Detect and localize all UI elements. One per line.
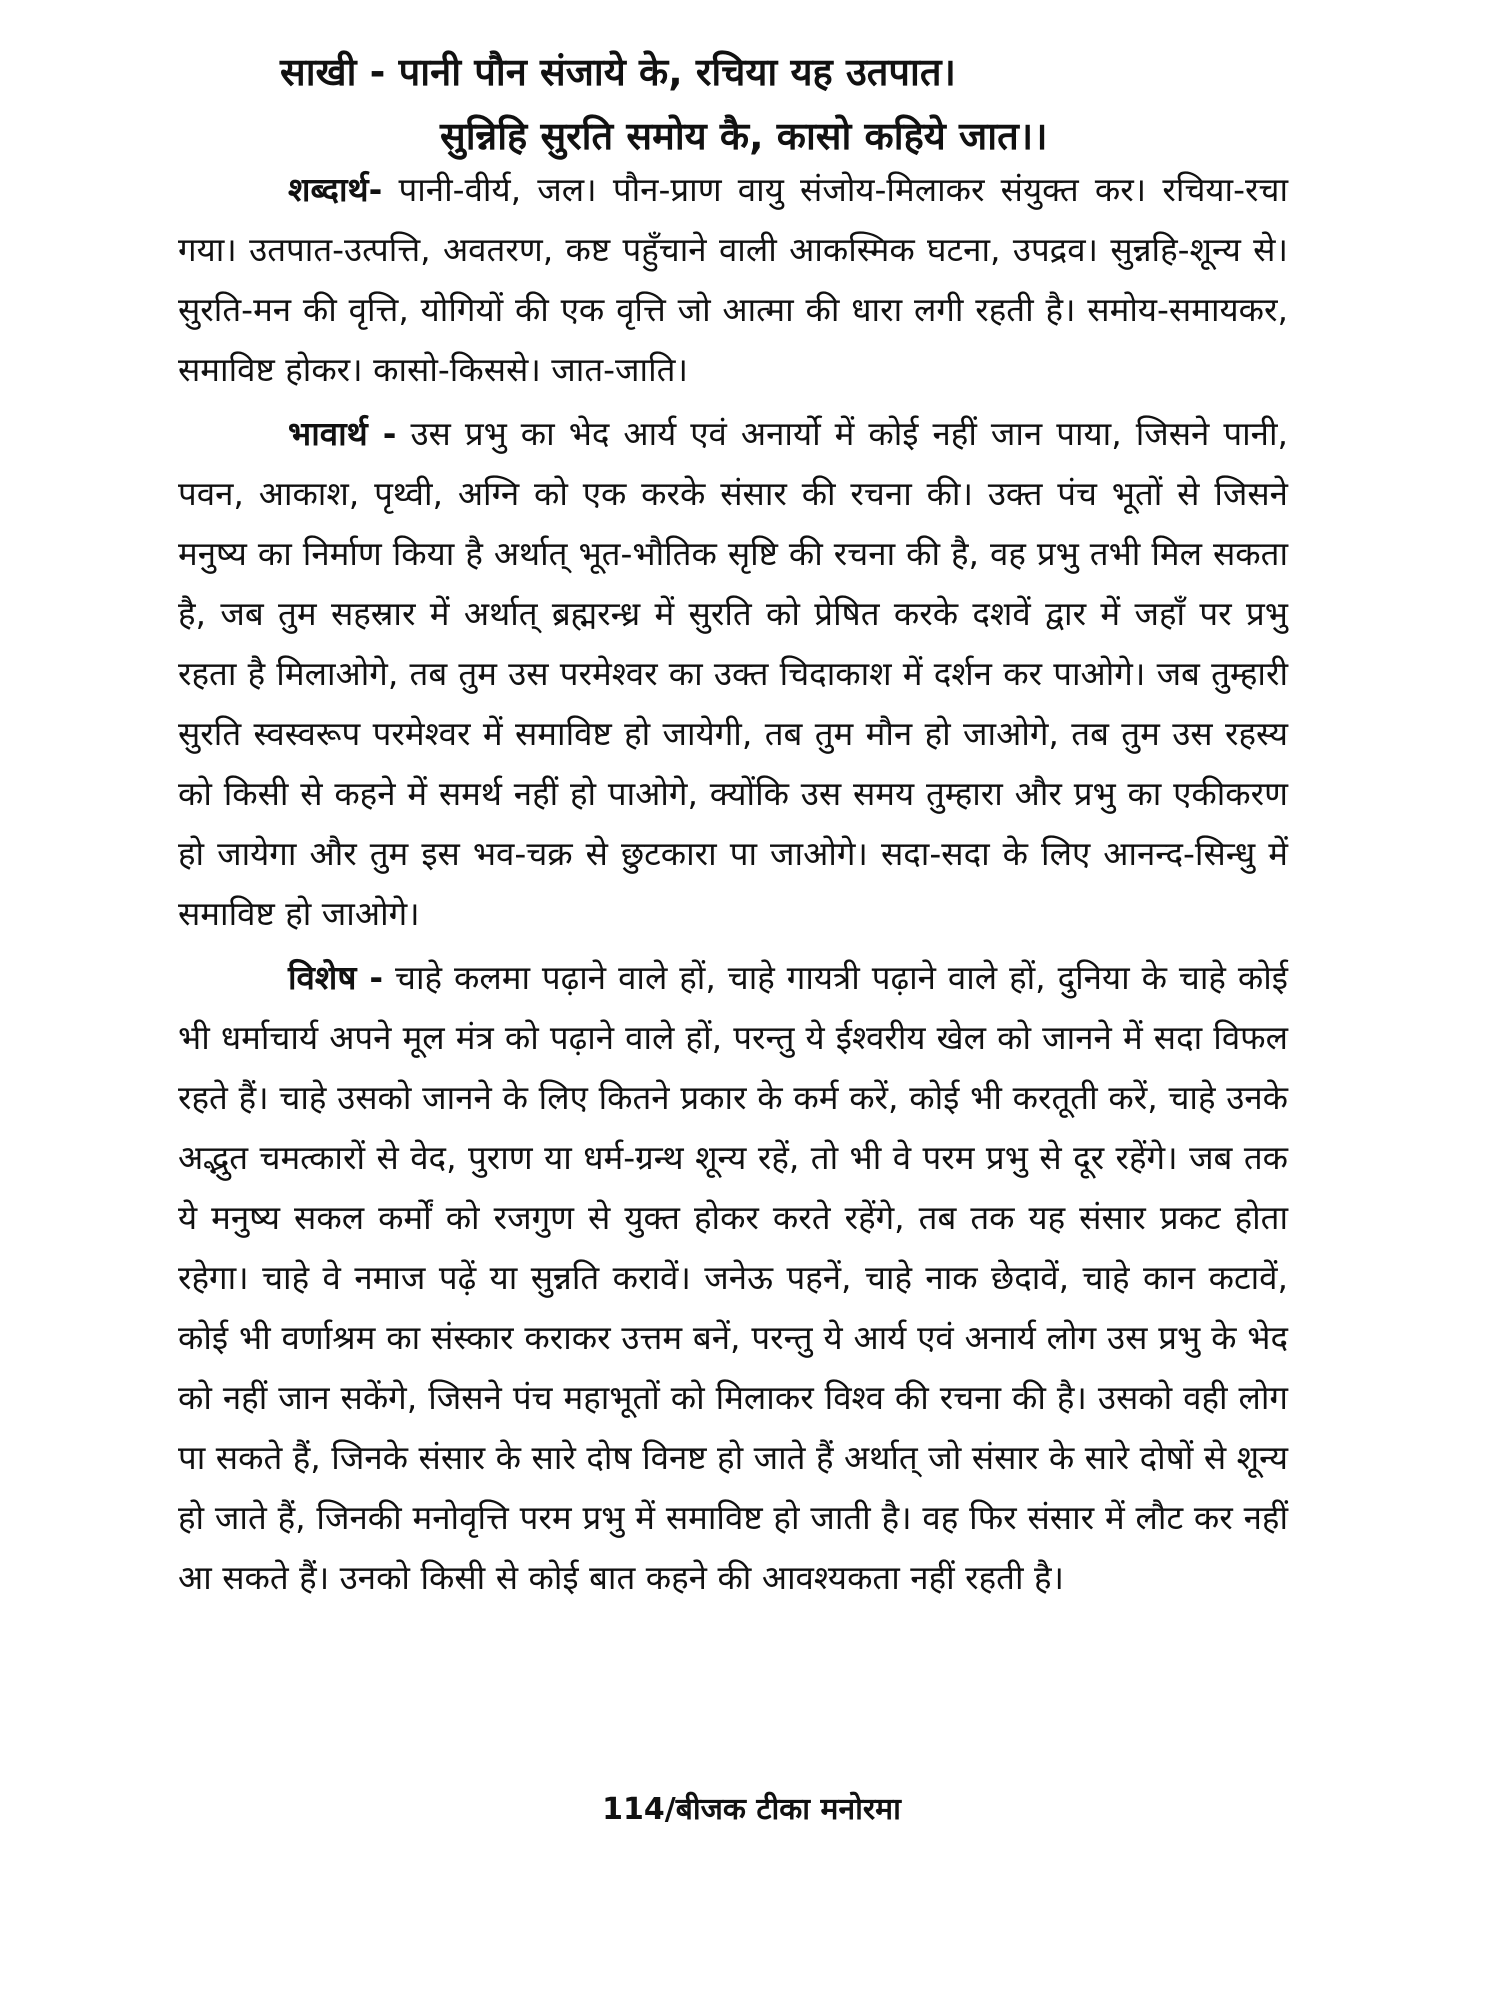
- sakhi-line-1: साखी - पानी पौन संजाये के, रचिया यह उतपात।: [280, 50, 956, 94]
- sakhi-verse: [280, 40, 1340, 168]
- vishesh-heading: विशेष -: [288, 958, 384, 997]
- bhavarth-text: उस प्रभु का भेद आर्य एवं अनार्यो में कोई नहीं जान पाया, जिसने पानी, पवन, आकाश, पृथ्वी, अग्नि को एक करके संसार की रचना की। उक्त पंच भूतों से जिसने मनुष्य का निर्माण किया है अर्थात् भूत-भौतिक सृष्टि की रचना की है, वह प्रभु तभी मिल सकता है, जब तुम सहस्रार में अर्थात् ब्रह्मरन्ध्र में सुरति को प्रेषित करके दशवें द्वार में जहाँ पर प्रभु रहता है मिलाओगे, तब तुम उस परमेश्वर का उक्त चिदाकाश में दर्शन कर पाओगे। जब तुम्हारी सुरति स्वस्वरूप परमेश्वर में समाविष्ट हो जायेगी, तब तुम मौन हो जाओगे, तब तुम उस रहस्य को किसी से कहने में समर्थ नहीं हो पाओगे, क्योंकि उस समय तुम्हारा और प्रभु का एकीकरण हो जायेगा और तुम इस भव-चक्र से छुटकारा पा जाओगे। सदा-सदा के लिए आनन्द-सिन्धु में समाविष्ट हो जाओगे।: [178, 414, 1289, 933]
- shabdarth-text: पानी-वीर्य, जल। पौन-प्राण वायु संजोय-मिलाकर संयुक्त कर। रचिया-रचा गया। उतपात-उत्पत्ति, अवतरण, कष्ट पहुँचाने वाली आकस्मिक घटना, उपद्रव। सुन्नहि-शून्य से। सुरति-मन की वृत्ति, योगियों की एक वृत्ति जो आत्मा की धारा लगी रहती है। समोय-समायकर, समाविष्ट होकर। कासो-किससे। जात-जाति।: [178, 170, 1288, 389]
- vishesh-text: चाहे कलमा पढ़ाने वाले हों, चाहे गायत्री पढ़ाने वाले हों, दुनिया के चाहे कोई भी धर्माचार्य अपने मूल मंत्र को पढ़ाने वाले हों, परन्तु ये ईश्वरीय खेल को जानने में सदा विफल रहते हैं। चाहे उसको जानने के लिए कितने प्रकार के कर्म करें, कोई भी करतूती करें, चाहे उनके अद्भुत चमत्कारों से वेद, पुराण या धर्म-ग्रन्थ शून्य रहें, तो भी वे परम प्रभु से दूर रहेंगे। जब तक ये मनुष्य सकल कर्मों को रजगुण से युक्त होकर करते रहेंगे, तब तक यह संसार प्रकट होता रहेगा। चाहे वे नमाज पढ़ें या सुन्नति करावें। जनेऊ पहनें, चाहे नाक छेदावें, चाहे कान कटावें, कोई भी वर्णाश्रम का संस्कार कराकर उत्तम बनें, परन्तु ये आर्य एवं अनार्य लोग उस प्रभु के भेद को नहीं जान सकेंगे, जिसने पंच महाभूतों को मिलाकर विश्व की रचना की है। उसको वही लोग पा सकते हैं, जिनके संसार के सारे दोष विनष्ट हो जाते हैं अर्थात् जो संसार के सारे दोषों से शून्य हो जाते हैं, जिनकी मनोवृत्ति परम प्रभु में समाविष्ट हो जाती है। वह फिर संसार में लौट कर नहीं आ सकते हैं। उनको किसी से कोई बात कहने की आवश्यकता नहीं रहती है।: [178, 958, 1288, 1597]
- shabdarth-paragraph: [178, 160, 1288, 400]
- bhavarth-paragraph: [178, 404, 1288, 944]
- shabdarth-heading: शब्दार्थ-: [288, 170, 383, 209]
- bhavarth-heading: भावार्थ -: [288, 414, 397, 453]
- vishesh-paragraph: [178, 948, 1288, 1608]
- commentary-body: [178, 160, 1288, 1612]
- sakhi-line-2: सुन्निहि सुरति समोय कै, कासो कहिये जात।।: [440, 114, 1048, 158]
- page-footer: 114/बीजक टीका मनोरमा: [602, 1792, 901, 1827]
